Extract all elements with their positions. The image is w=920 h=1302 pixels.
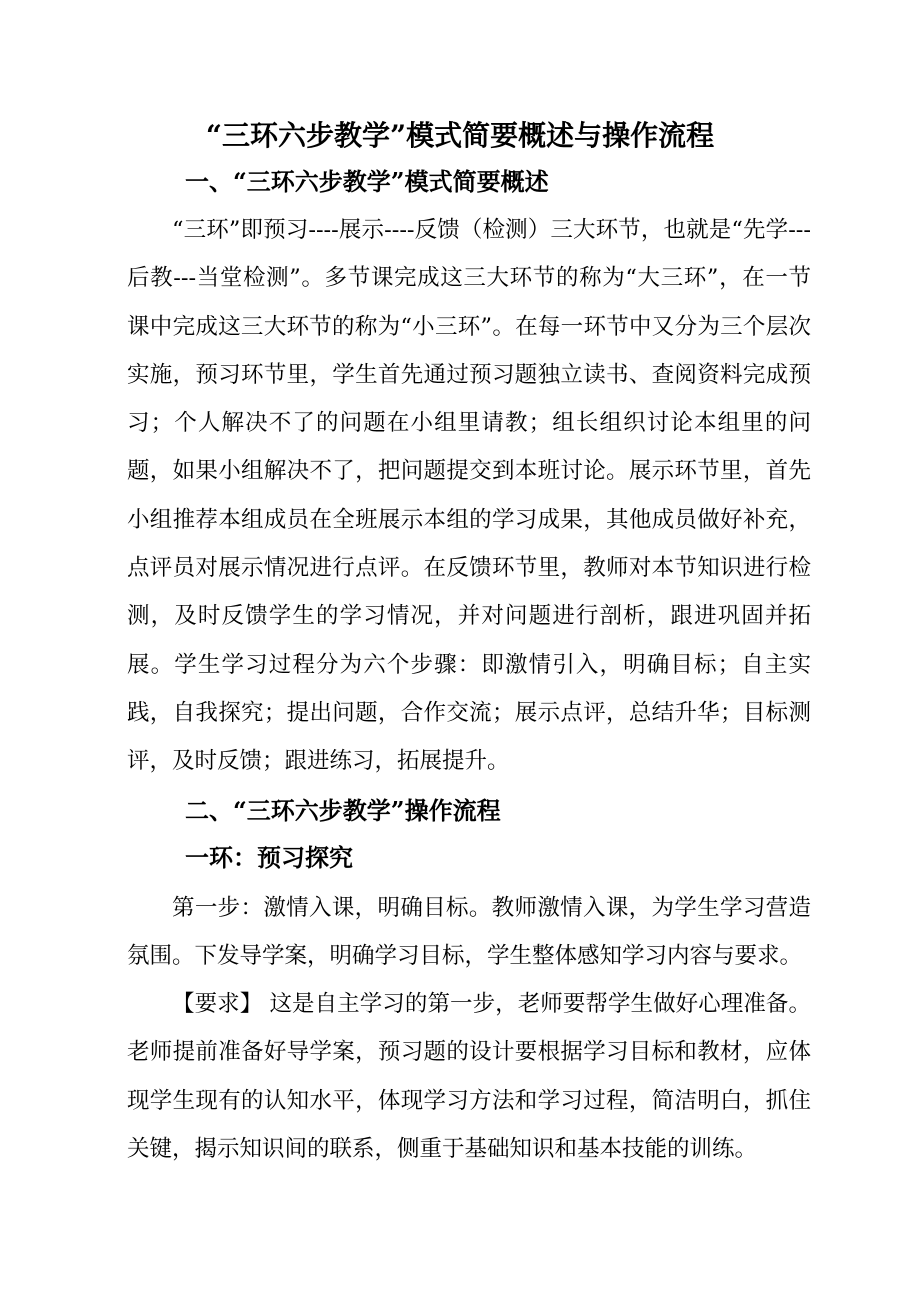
section-1-heading: 一、“三环六步教学”模式简要概述	[185, 167, 549, 196]
section-1-paragraph: “三环”即预习----展示----反馈（检测）三大环节，也就是“先学---后教---当堂检测”。多节课完成这三大环节的称为“大三环”，在一节课中完成这三大环节的称为“小三环”。在每一环节中又分为三个层次实施，预习环节里，学生首先通过预习题独立读书、查阅资料完成预习；个人解决不了的问题在小组里请教；组长组织讨论本组里的问题，如果小组解决不了，把问题提交到本班讨论。展示环节里，首先小组推荐本组成员在全班展示本组的学习成果，其他成员做好补充，点评员对展示情况进行点评。在反馈环节里，教师对本节知识进行检测，及时反馈学生的学习情况，并对问题进行剖析，跟进巩固并拓展。学生学习过程分为六个步骤：即激情引入，明确目标；自主实践，自我探究；提出问题，合作交流；展示点评，总结升华；目标测评，及时反馈；跟进练习，拓展提升。	[127, 217, 811, 775]
section-2-subheading: 一环：预习探究	[185, 843, 353, 872]
requirement-paragraph: 【要求】 这是自主学习的第一步，老师要帮学生做好心理准备。老师提前准备好导学案，预习题的设计要根据学习目标和教材，应体现学生现有的认知水平，体现学习方法和学习过程，简洁明白，抓住关键，揭示知识间的联系，侧重于基础知识和基本技能的训练。	[127, 991, 811, 1162]
section-2-heading: 二、“三环六步教学”操作流程	[185, 796, 501, 825]
step-1-paragraph: 第一步：激情入课，明确目标。教师激情入课，为学生学习营造氛围。下发导学案，明确学习目标，学生整体感知学习内容与要求。	[127, 895, 811, 970]
document-title: “三环六步教学”模式简要概述与操作流程	[205, 119, 715, 152]
